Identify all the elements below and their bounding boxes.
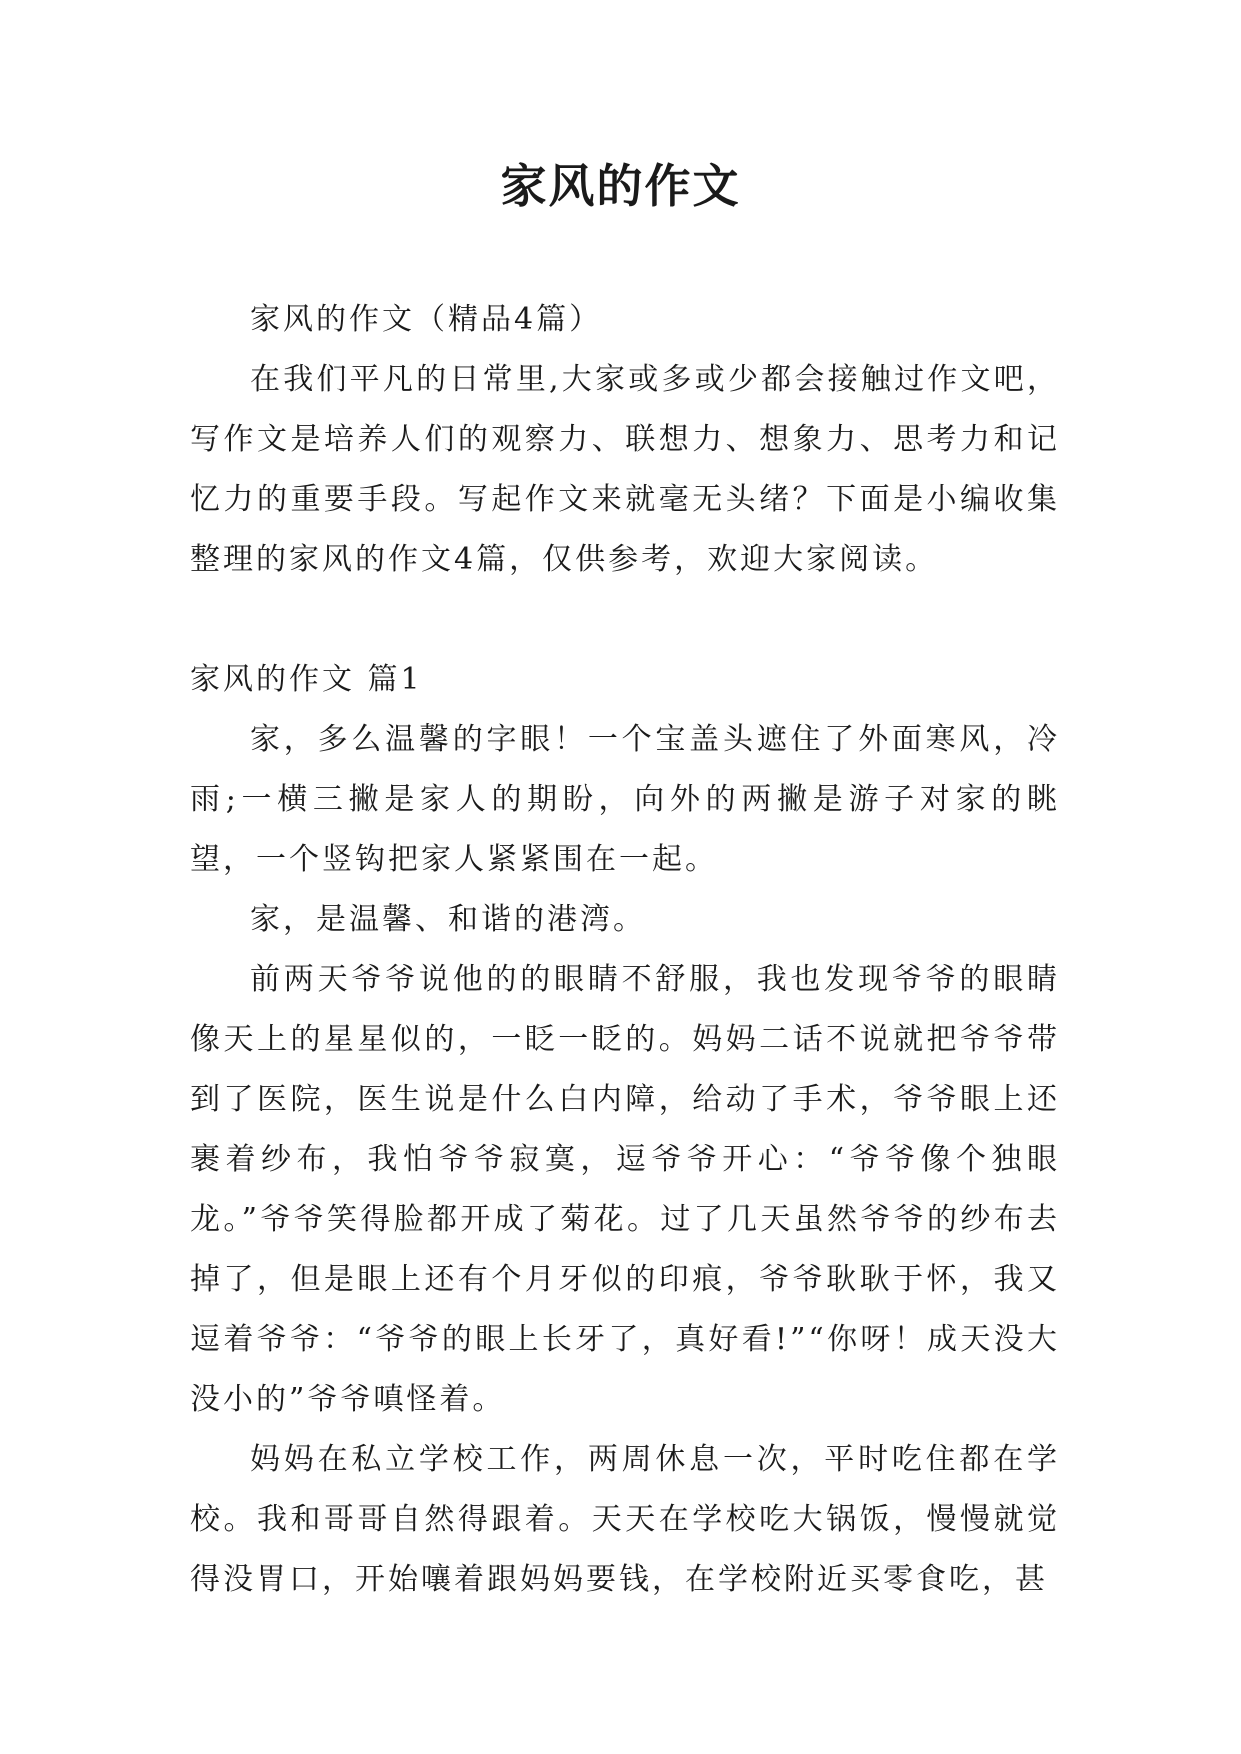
body-paragraph: 家，多么温馨的字眼！一个宝盖头遮住了外面寒风，冷雨;一横三撇是家人的期盼，向外的两撇是游子对家的眺望，一个竖钩把家人紧紧围在一起。 [190,722,1060,877]
section-gap [190,590,1060,650]
body-paragraph: 家，是温馨、和谐的港湾。 [250,902,646,937]
section-heading: 家风的作文 篇1 [190,662,423,697]
intro-paragraph: 在我们平凡的日常里,大家或多或少都会接触过作文吧，写作文是培养人们的观察力、联想力、想象力、思考力和记忆力的重要手段。写起作文来就毫无头绪？下面是小编收集整理的家风的作文4篇，仅供参考，欢迎大家阅读。 [190,362,1060,577]
body-paragraph: 妈妈在私立学校工作，两周休息一次，平时吃住都在学校。我和哥哥自然得跟着。天天在学校吃大锅饭，慢慢就觉得没胃口，开始嚷着跟妈妈要钱，在学校附近买零食吃，甚 [190,1442,1060,1597]
document-title: 家风的作文 [500,159,741,213]
document-body [190,290,1060,1610]
document-subtitle: 家风的作文（精品4篇） [250,302,603,337]
body-paragraph: 前两天爷爷说他的的眼睛不舒服，我也发现爷爷的眼睛像天上的星星似的，一眨一眨的。妈妈二话不说就把爷爷带到了医院，医生说是什么白内障，给动了手术，爷爷眼上还裹着纱布，我怕爷爷寂寞，逗爷爷开心：“爷爷像个独眼龙。”爷爷笑得脸都开成了菊花。过了几天虽然爷爷的纱布去掉了，但是眼上还有个月牙似的印痕，爷爷耿耿于怀，我又逗着爷爷：“爷爷的眼上长牙了，真好看!”“你呀！成天没大没小的”爷爷嗔怪着。 [190,962,1060,1417]
